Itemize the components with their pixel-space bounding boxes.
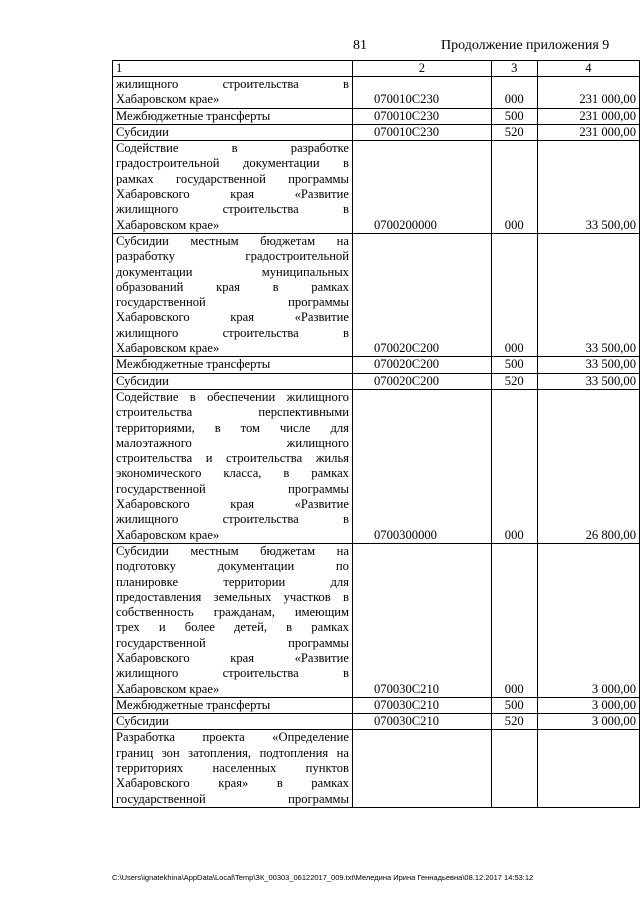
description-line: государственной программы — [116, 481, 349, 496]
row-description — [113, 108, 353, 124]
expense-type-code: 500 — [491, 357, 537, 373]
row-description — [113, 697, 353, 713]
amount-cell: 26 800,00 — [537, 389, 639, 543]
expense-type-code — [491, 730, 537, 807]
description-line: Субсидии местным бюджетам на — [116, 233, 349, 248]
table-row — [113, 697, 640, 713]
expense-type-code: 000 — [491, 77, 537, 109]
expense-type-code: 500 — [491, 697, 537, 713]
row-description — [113, 730, 353, 807]
row-description — [113, 543, 353, 697]
description-line: жилищного строительства в — [116, 666, 349, 681]
description-line: рамках государственной программы — [116, 171, 349, 186]
amount-cell: 3 000,00 — [537, 697, 639, 713]
description-line: планировке территории для — [116, 574, 349, 589]
description-line: государственной программы — [116, 295, 349, 310]
description-line: Хабаровском крае» — [116, 527, 220, 542]
description-line: Хабаровского края «Развитие — [116, 310, 349, 325]
description-line: подготовку документации по — [116, 559, 349, 574]
expense-type-code: 500 — [491, 108, 537, 124]
table-row — [113, 77, 640, 109]
description-line: Хабаровском крае» — [116, 217, 220, 232]
amount-cell: 33 500,00 — [537, 357, 639, 373]
table-row — [113, 141, 640, 234]
table-row — [113, 714, 640, 730]
amount-cell: 231 000,00 — [537, 77, 639, 109]
description-line: собственность гражданам, имеющим — [116, 605, 349, 620]
description-line: Разработка проекта «Определение — [116, 730, 349, 745]
description-line: Межбюджетные трансферты — [116, 357, 271, 372]
target-article-code: 070030С210 — [352, 543, 491, 697]
description-line: Хабаровском крае» — [116, 341, 220, 356]
table-row — [113, 357, 640, 373]
column-header: 2 — [352, 61, 491, 77]
description-line: жилищного строительства в — [116, 512, 349, 527]
description-line: трех и более детей, в рамках — [116, 620, 349, 635]
description-line: Хабаровского края» в рамках — [116, 776, 349, 791]
amount-cell: 231 000,00 — [537, 124, 639, 140]
table-row — [113, 730, 640, 807]
row-description — [113, 77, 353, 109]
column-header: 4 — [537, 61, 639, 77]
description-line: малоэтажного жилищного — [116, 435, 349, 450]
row-description — [113, 373, 353, 389]
table-row — [113, 108, 640, 124]
description-line: строительства перспективными — [116, 405, 349, 420]
table-row — [113, 389, 640, 543]
amount-cell: 231 000,00 — [537, 108, 639, 124]
target-article-code — [352, 730, 491, 807]
target-article-code: 070010С230 — [352, 124, 491, 140]
table-row — [113, 543, 640, 697]
description-line: Субсидии — [116, 714, 169, 729]
amount-cell: 33 500,00 — [537, 141, 639, 234]
description-line: территориях населенных пунктов — [116, 761, 349, 776]
description-line: Субсидии — [116, 124, 169, 139]
expense-type-code: 000 — [491, 141, 537, 234]
description-line: Субсидии — [116, 373, 169, 388]
description-line: границ зон затопления, подтопления на — [116, 745, 349, 760]
amount-cell — [537, 730, 639, 807]
budget-table — [112, 60, 640, 808]
description-line: разработку градостроительной — [116, 249, 349, 264]
file-path-footer: C:\Users\ignatekhina\AppData\Local\Temp\ЗК_00303_06122017_009.txt\Меледина Ирина Геннадьевна\08.12.2017 14:53:12 — [112, 873, 534, 882]
description-line: Содействие в разработке — [116, 141, 349, 156]
description-line: градостроительной документации в — [116, 156, 349, 171]
page-number: 81 — [353, 38, 367, 53]
amount-cell: 33 500,00 — [537, 373, 639, 389]
expense-type-code: 000 — [491, 389, 537, 543]
description-line: экономического класса, в рамках — [116, 466, 349, 481]
description-line: предоставления земельных участков в — [116, 589, 349, 604]
description-line: государственной программы — [116, 635, 349, 650]
description-line: образований края в рамках — [116, 279, 349, 294]
description-line: Межбюджетные трансферты — [116, 697, 271, 712]
description-line: жилищного строительства в — [116, 77, 349, 91]
table-header-row — [113, 61, 640, 77]
description-line: Содействие в обеспечении жилищного — [116, 389, 349, 404]
row-description — [113, 233, 353, 356]
description-line: жилищного строительства в — [116, 325, 349, 340]
target-article-code: 0700300000 — [352, 389, 491, 543]
target-article-code: 070020С200 — [352, 373, 491, 389]
description-line: Хабаровском крае» — [116, 681, 220, 696]
table-row — [113, 124, 640, 140]
row-description — [113, 389, 353, 543]
target-article-code: 070030С210 — [352, 697, 491, 713]
column-header: 1 — [113, 61, 353, 77]
row-description — [113, 141, 353, 234]
description-line: территориями, в том числе для — [116, 420, 349, 435]
description-line: жилищного строительства в — [116, 202, 349, 217]
expense-type-code: 520 — [491, 124, 537, 140]
description-line: документации муниципальных — [116, 264, 349, 279]
target-article-code: 070010С230 — [352, 77, 491, 109]
expense-type-code: 520 — [491, 373, 537, 389]
expense-type-code: 520 — [491, 714, 537, 730]
amount-cell: 3 000,00 — [537, 543, 639, 697]
description-line: Хабаровского края «Развитие — [116, 497, 349, 512]
column-header: 3 — [491, 61, 537, 77]
expense-type-code: 000 — [491, 543, 537, 697]
row-description — [113, 714, 353, 730]
table-row — [113, 373, 640, 389]
description-line: Хабаровском крае» — [116, 92, 220, 107]
target-article-code: 070020С200 — [352, 233, 491, 356]
description-line: Субсидии местным бюджетам на — [116, 543, 349, 558]
description-line: Межбюджетные трансферты — [116, 108, 271, 123]
target-article-code: 070020С200 — [352, 357, 491, 373]
target-article-code: 070010С230 — [352, 108, 491, 124]
amount-cell: 3 000,00 — [537, 714, 639, 730]
expense-type-code: 000 — [491, 233, 537, 356]
description-line: Хабаровского края «Развитие — [116, 650, 349, 665]
target-article-code: 070030С210 — [352, 714, 491, 730]
continuation-title: Продолжение приложения 9 — [441, 38, 610, 53]
description-line: государственной программы — [116, 791, 349, 806]
description-line: Хабаровского края «Развитие — [116, 187, 349, 202]
row-description — [113, 357, 353, 373]
amount-cell: 33 500,00 — [537, 233, 639, 356]
target-article-code: 0700200000 — [352, 141, 491, 234]
table-row — [113, 233, 640, 356]
description-line: строительства и строительства жилья — [116, 451, 349, 466]
row-description — [113, 124, 353, 140]
